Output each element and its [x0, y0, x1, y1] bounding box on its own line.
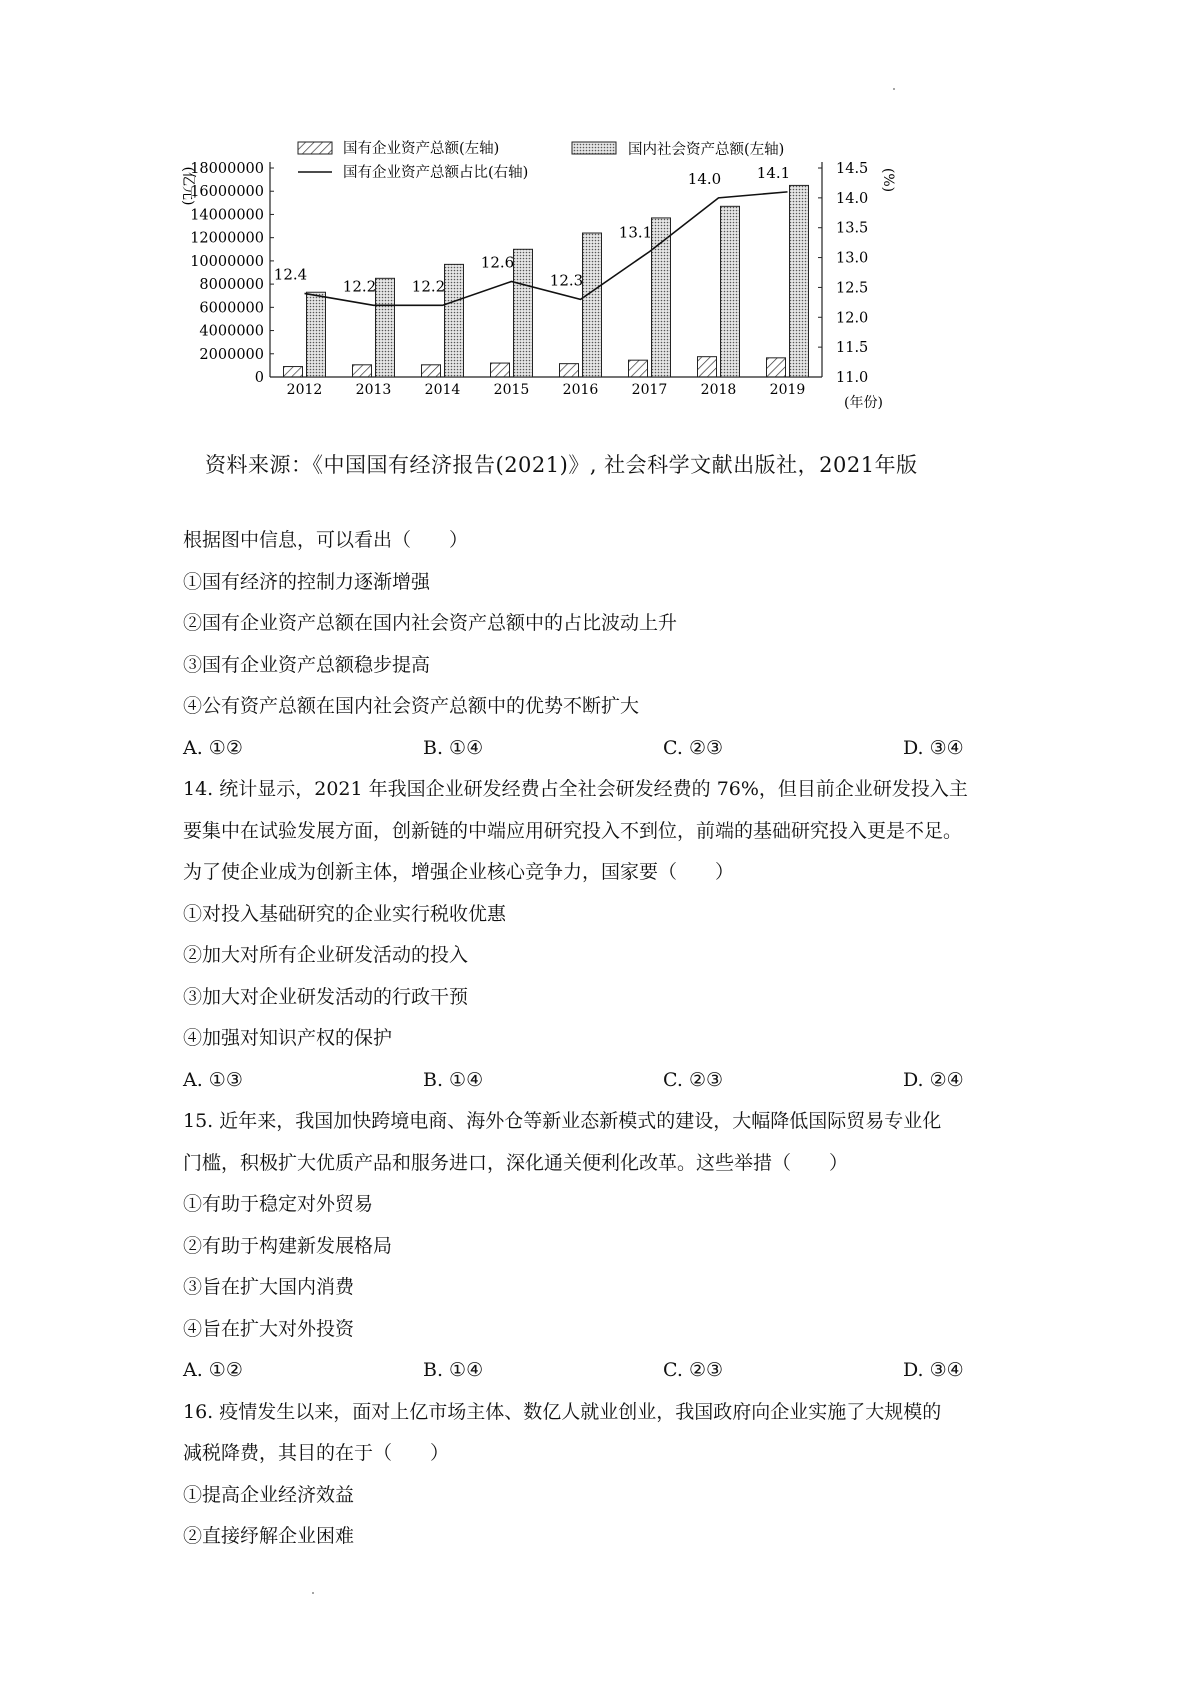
x-tick-label: 2015	[493, 382, 530, 398]
bar-social-assets	[376, 278, 395, 377]
x-tick-label: 2019	[769, 382, 806, 398]
bar-social-assets	[307, 292, 326, 377]
left-tick-label: 10000000	[190, 253, 264, 270]
scan-dot	[312, 1592, 314, 1594]
left-tick-label: 12000000	[190, 230, 264, 247]
bar-social-assets	[721, 206, 740, 377]
x-tick-label: 2013	[355, 382, 392, 398]
q14-item: ①对投入基础研究的企业实行税收优惠	[183, 902, 507, 925]
q13-item: ③国有企业资产总额稳步提高	[183, 653, 431, 676]
bar-state-assets	[698, 357, 717, 377]
right-axis-label: (%)	[880, 167, 896, 193]
right-tick-label: 13.5	[836, 220, 869, 237]
legend-swatch-dotted	[572, 142, 616, 154]
line-data-label: 13.1	[618, 223, 653, 242]
left-tick-label: 2000000	[199, 346, 264, 363]
left-tick-label: 0	[254, 370, 264, 386]
q15-option-a: A. ①②	[183, 1359, 243, 1381]
q15-stem: 门槛，积极扩大优质产品和服务进口，深化通关便利化改革。这些举措（ ）	[183, 1151, 849, 1174]
q14-option-d: D. ②④	[903, 1068, 964, 1091]
q13-item: ④公有资产总额在国内社会资产总额中的优势不断扩大	[183, 695, 640, 717]
line-data-label: 14.1	[756, 163, 791, 182]
line-data-label: 12.2	[342, 277, 377, 296]
q16-stem: 16. 疫情发生以来，面对上亿市场主体、数亿人就业创业，我国政府向企业实施了大规模的	[183, 1400, 942, 1423]
legend-swatch-hatched	[298, 142, 332, 154]
line-data-label: 12.3	[549, 271, 584, 290]
right-tick-label: 12.5	[836, 280, 869, 297]
bar-social-assets	[445, 264, 464, 377]
bar-social-assets	[514, 249, 533, 377]
line-data-label: 12.6	[480, 253, 515, 272]
q13-options	[183, 728, 1033, 770]
q14-item: ②加大对所有企业研发活动的投入	[183, 944, 469, 966]
left-tick-label: 4000000	[199, 323, 264, 340]
x-tick-label: 2014	[424, 382, 461, 398]
bar-state-assets	[353, 365, 372, 377]
right-tick-label: 11.0	[836, 370, 869, 386]
bar-social-assets	[790, 185, 809, 377]
q15-options	[183, 1350, 1033, 1392]
x-tick-label: 2012	[286, 382, 323, 398]
q14-option-b: B. ①④	[423, 1068, 484, 1091]
q14-item: ④加强对知识产权的保护	[183, 1027, 393, 1049]
scan-dot	[893, 88, 895, 90]
x-tick-label: 2017	[631, 382, 668, 398]
q14-options	[183, 1060, 1033, 1102]
q15-item: ④旨在扩大对外投资	[183, 1317, 355, 1340]
chart-source: 资料来源：《中国国有经济报告(2021)》, 社会科学文献出版社，2021年版	[205, 453, 918, 477]
q14-item: ③加大对企业研发活动的行政干预	[183, 985, 469, 1008]
q16-item: ②直接纾解企业困难	[183, 1525, 355, 1547]
q14-option-a: A. ①③	[183, 1068, 243, 1091]
bar-state-assets	[491, 363, 510, 377]
legend-label: 国有企业资产总额(左轴)	[343, 141, 500, 157]
bar-state-assets	[284, 367, 303, 377]
line-data-label: 12.2	[411, 277, 446, 296]
bar-state-assets	[629, 360, 648, 377]
questions	[183, 520, 1033, 1558]
q15-item: ②有助于构建新发展格局	[183, 1234, 393, 1257]
legend-label: 国内社会资产总额(左轴)	[628, 142, 785, 158]
q13-option-b: B. ①④	[423, 736, 484, 759]
q13-option-c: C. ②③	[663, 736, 724, 759]
q14-stem: 14. 统计显示，2021 年我国企业研发经费占全社会研发经费的 76%，但目前企业研发投入主	[183, 778, 968, 800]
q15-stem: 15. 近年来，我国加快跨境电商、海外仓等新业态新模式的建设，大幅降低国际贸易专业化	[183, 1110, 942, 1132]
legend-label: 国有企业资产总额占比(右轴)	[343, 165, 529, 181]
x-tick-label: 2016	[562, 382, 599, 398]
q15-item: ③旨在扩大国内消费	[183, 1276, 355, 1298]
x-axis-label: (年份)	[844, 395, 883, 411]
bar-state-assets	[767, 358, 786, 377]
left-axis-label: (亿元)	[180, 166, 196, 206]
line-data-label: 12.4	[273, 265, 308, 284]
left-tick-label: 18000000	[190, 161, 264, 177]
bar-state-assets	[422, 365, 441, 377]
bar-state-assets	[560, 364, 579, 377]
x-tick-label: 2018	[700, 382, 737, 398]
right-tick-label: 14.0	[836, 190, 869, 207]
line-data-label: 14.0	[687, 169, 722, 188]
q13-stem: 根据图中信息，可以看出（ ）	[183, 529, 469, 551]
q14-stem: 为了使企业成为创新主体，增强企业核心竞争力，国家要（ ）	[183, 861, 735, 883]
q14-stem: 要集中在试验发展方面，创新链的中端应用研究投入不到位，前端的基础研究投入更是不足。	[183, 819, 963, 842]
asset-chart-svg	[180, 140, 1000, 460]
bar-social-assets	[583, 233, 602, 377]
q15-option-b: B. ①④	[423, 1359, 484, 1381]
q13-option-a: A. ①②	[183, 736, 243, 759]
q13-option-d: D. ③④	[903, 736, 964, 759]
left-tick-label: 14000000	[190, 207, 264, 224]
q15-item: ①有助于稳定对外贸易	[183, 1193, 374, 1215]
right-tick-label: 13.0	[836, 250, 869, 267]
q14-option-c: C. ②③	[663, 1068, 724, 1091]
q15-option-c: C. ②③	[663, 1359, 724, 1381]
q15-option-d: D. ③④	[903, 1359, 964, 1381]
q16-stem: 减税降费，其目的在于（ ）	[183, 1442, 450, 1464]
q13-item: ①国有经济的控制力逐渐增强	[183, 570, 431, 593]
q13-item: ②国有企业资产总额在国内社会资产总额中的占比波动上升	[183, 612, 678, 634]
left-tick-label: 6000000	[199, 300, 264, 317]
left-tick-label: 8000000	[199, 277, 264, 294]
left-tick-label: 16000000	[190, 184, 264, 201]
q16-item: ①提高企业经济效益	[183, 1483, 355, 1506]
right-tick-label: 11.5	[836, 340, 869, 357]
asset-chart	[180, 140, 1000, 460]
right-tick-label: 14.5	[836, 161, 869, 177]
right-tick-label: 12.0	[836, 310, 869, 327]
